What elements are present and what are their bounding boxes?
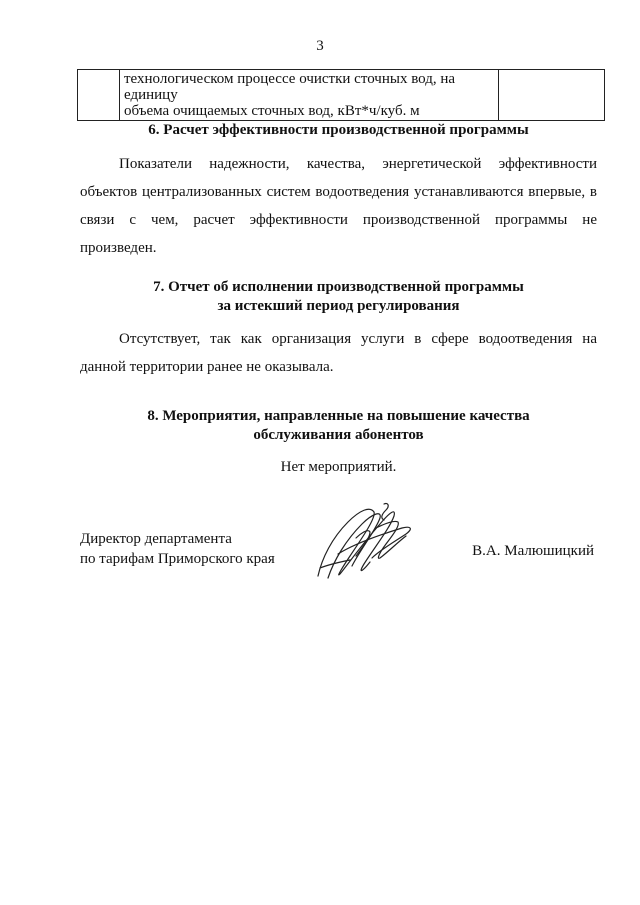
section-heading-line: 8. Мероприятия, направленные на повышение качества <box>147 408 530 424</box>
table-cell-line: объема очищаемых сточных вод, кВт*ч/куб. м <box>124 103 420 119</box>
signatory-position-line: по тарифам Приморского края <box>80 551 275 567</box>
section-8-text: Нет мероприятий. <box>280 459 397 475</box>
table-cell-line: технологическом процессе очистки сточных вод, на единицу <box>124 71 456 103</box>
section-7-heading <box>80 278 597 316</box>
section-6-paragraph: Показатели надежности, качества, энергетической эффективности объектов централизованных систем водоотведения устанавливаются впервые, в связи с чем, расчет эффективности производственной программы не произведен. <box>80 156 597 256</box>
section-heading-text: 6. Расчет эффективности производственной программы <box>148 122 529 138</box>
table-cell-number <box>78 70 120 121</box>
section-heading-line: обслуживания абонентов <box>253 427 424 443</box>
section-7-paragraph: Отсутствует, так как организация услуги в сфере водоотведения на данной территории ранее не оказывала. <box>80 331 597 375</box>
handwritten-signature <box>310 498 420 582</box>
section-8-heading <box>80 407 597 445</box>
continuation-table <box>77 69 605 121</box>
table-cell-value <box>499 70 605 121</box>
table-cell-description <box>120 70 499 121</box>
page-number: 3 <box>316 38 324 54</box>
section-heading-line: 7. Отчет об исполнении производственной программы <box>153 279 524 295</box>
table-row <box>78 70 605 121</box>
section-heading-line: за истекший период регулирования <box>217 298 460 314</box>
section-6-heading <box>80 121 597 140</box>
signatory-name: В.А. Малюшицкий <box>472 543 594 559</box>
signatory-position <box>80 529 275 569</box>
signatory-position-line: Директор департамента <box>80 531 232 547</box>
